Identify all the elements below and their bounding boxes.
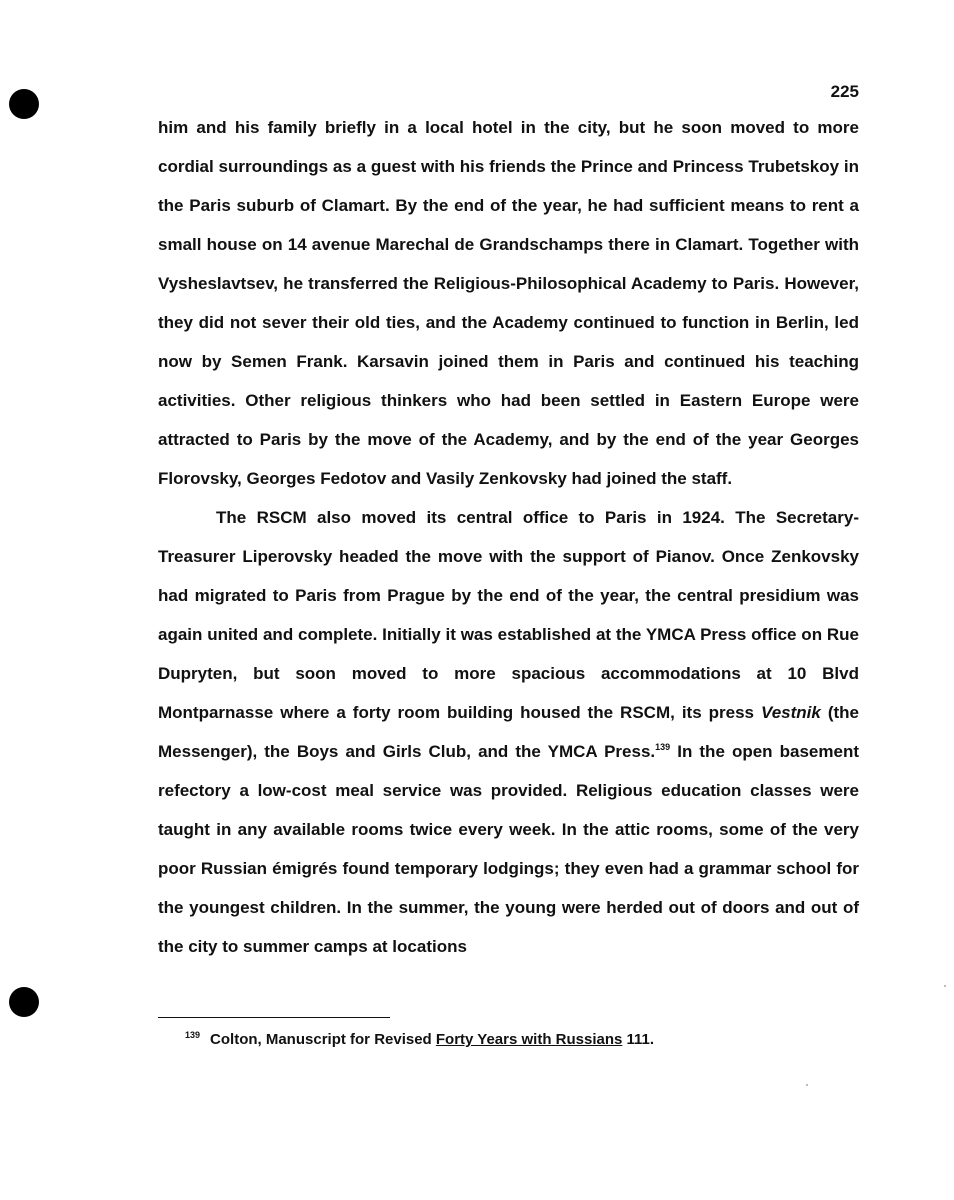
paragraph-2-part-1: The RSCM also moved its central office to Paris in 1924. The Secretary-Treasurer Liperovsky headed the move with the support of Pianov. Once Zenkovsky had migrated to Paris from Prague by the end of the year, the central presidium was again united and complete. Initially it was established at the YMCA Press office on Rue Dupryten, but soon moved to more spacious accommodations at 10 Blvd Montparnasse where a forty room building housed the RSCM, its press [158, 508, 859, 722]
body-text [158, 108, 859, 966]
paragraph-2-part-3: In the open basement refectory a low-cost meal service was provided. Religious education classes were taught in any available rooms twice every week. In the attic rooms, some of the very poor Russian émigrés found temporary lodgings; they even had a grammar school for the youngest children. In the summer, the young were herded out of doors and out of the city to summer camps at locations [158, 742, 859, 956]
footnote-number: 139 [185, 1030, 201, 1040]
footnote-divider [158, 1017, 390, 1018]
page-number: 225 [830, 82, 859, 101]
footnote-book-title: Forty Years with Russians [435, 1031, 623, 1048]
paragraph-2-part-2: (the Messenger), the Boys and Girls Club, and the YMCA Press. [158, 703, 859, 761]
scan-speck [806, 1084, 808, 1086]
footnote-text-after: 111. [622, 1031, 655, 1048]
footnote-text-before: Colton, Manuscript for Revised [210, 1031, 436, 1048]
vestnik-title: Vestnik [761, 703, 821, 722]
paragraph-1: him and his family briefly in a local hotel in the city, but he soon moved to more cordial surroundings as a guest with his friends the Prince and Princess Trubetskoy in the Paris suburb of Clamart. By the end of the year, he had sufficient means to rent a small house on 14 avenue Marechal de Grandschamps there in Clamart. Together with Vysheslavtsev, he transferred the Religious-Philosophical Academy to Paris. However, they did not sever their old ties, and the Academy continued to function in Berlin, led now by Semen Frank. Karsavin joined them in Paris and continued his teaching activities. Other religious thinkers who had been settled in Eastern Europe were attracted to Paris by the move of the Academy, and by the end of the year Georges Florovsky, Georges Fedotov and Vasily Zenkovsky had joined the staff. [158, 118, 859, 488]
binder-hole-bottom [9, 987, 39, 1017]
binder-hole-top [9, 89, 39, 119]
paragraph-2 [158, 498, 859, 966]
footnote-reference: 139 [655, 742, 671, 752]
scan-speck [944, 985, 946, 987]
footnote [185, 1030, 654, 1048]
